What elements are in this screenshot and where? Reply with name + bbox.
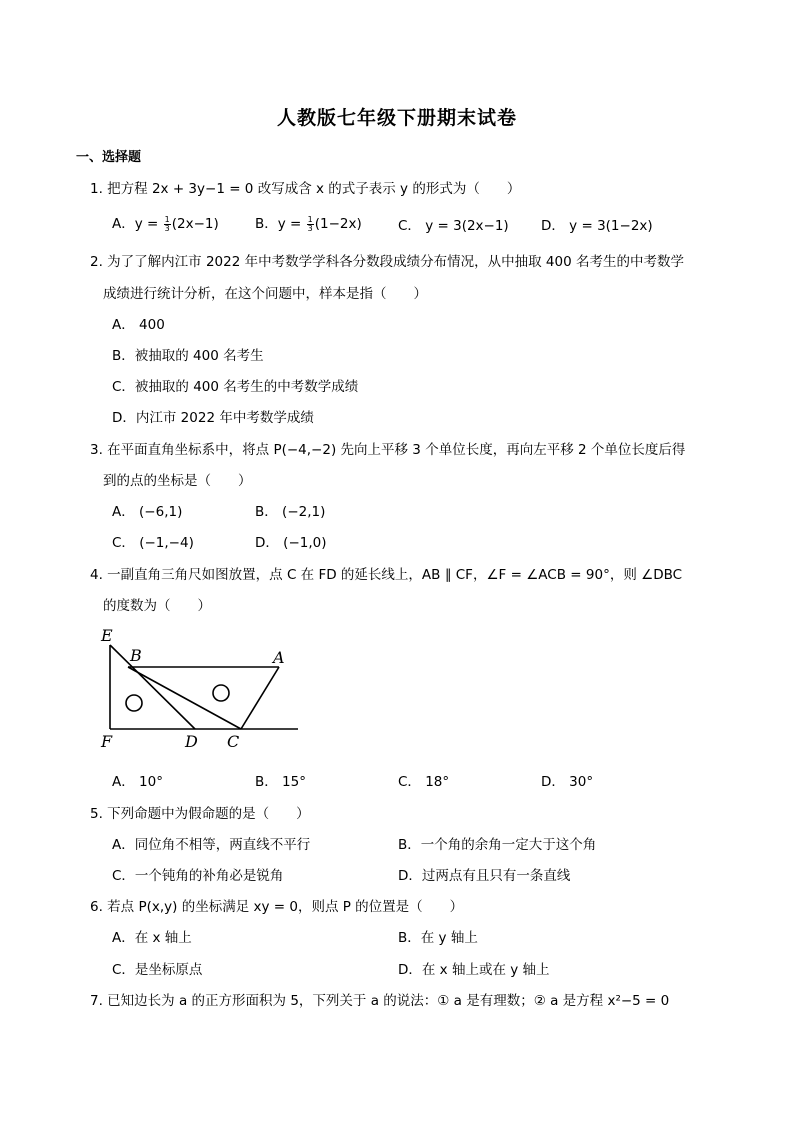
q1-option-a-lhs: y = xyxy=(134,216,163,232)
q1-option-b-rhs: (1−2x) xyxy=(314,216,362,232)
q1-option-b-lhs: y = xyxy=(277,216,306,232)
label-E: E xyxy=(101,626,113,645)
segment-ED xyxy=(110,645,195,729)
q2-option-b[interactable]: B．被抽取的 400 名考生 xyxy=(112,348,264,364)
label-F: F xyxy=(101,732,113,751)
q6-option-d[interactable]: D．在 x 轴上或在 y 轴上 xyxy=(398,962,550,978)
q1-option-b-numerator: 1 xyxy=(307,214,313,224)
q3-option-c[interactable]: C． (−1,−4) xyxy=(112,535,194,551)
label-D: D xyxy=(185,732,198,751)
q1-option-b-label: B． xyxy=(255,216,278,232)
q5-option-c[interactable]: C．一个钝角的补角必是锐角 xyxy=(112,868,284,884)
q1-option-c[interactable]: C． y = 3(2x−1) xyxy=(398,218,509,234)
q3-option-a[interactable]: A． (−6,1) xyxy=(112,504,183,520)
ruler-hole-left xyxy=(126,695,142,711)
q5-option-b[interactable]: B．一个角的余角一定大于这个角 xyxy=(398,837,597,853)
q1-option-a-denominator: 3 xyxy=(164,223,170,233)
label-B: B xyxy=(130,646,142,665)
q1-option-b-fraction xyxy=(307,216,314,233)
q1-option-b-denominator: 3 xyxy=(307,223,313,233)
label-A: A xyxy=(273,648,285,667)
q5-option-d[interactable]: D．过两点有且只有一条直线 xyxy=(398,868,571,884)
q4-option-c[interactable]: C． 18° xyxy=(398,774,450,790)
q1-option-d[interactable]: D． y = 3(1−2x) xyxy=(541,218,653,234)
question-6-stem: 6. 若点 P(x,y) 的坐标满足 xy = 0，则点 P 的位置是（ ） xyxy=(90,899,464,915)
question-2-stem-line2: 成绩进行统计分析，在这个问题中，样本是指（ ） xyxy=(103,286,427,302)
q2-option-d[interactable]: D．内江市 2022 年中考数学成绩 xyxy=(112,410,314,426)
q1-option-b[interactable] xyxy=(255,212,362,233)
q6-option-c[interactable]: C．是坐标原点 xyxy=(112,962,203,978)
q4-option-a[interactable]: A． 10° xyxy=(112,774,163,790)
section-heading: 一、选择题 xyxy=(76,150,142,165)
ruler-hole-right xyxy=(213,685,229,701)
q6-option-b[interactable]: B．在 y 轴上 xyxy=(398,930,478,946)
question-3-stem-line2: 到的点的坐标是（ ） xyxy=(103,473,252,489)
q1-option-a-rhs: (2x−1) xyxy=(171,216,219,232)
question-7-stem-line1: 7. 已知边长为 a 的正方形面积为 5，下列关于 a 的说法：① a 是有理数；② a 是方程 x²−5 = 0 xyxy=(90,993,670,1009)
q5-option-a[interactable]: A．同位角不相等，两直线不平行 xyxy=(112,837,311,853)
question-5-stem: 5. 下列命题中为假命题的是（ ） xyxy=(90,806,310,822)
q4-option-d[interactable]: D． 30° xyxy=(541,774,594,790)
q2-option-c[interactable]: C．被抽取的 400 名考生的中考数学成绩 xyxy=(112,379,359,395)
triangle-rulers-figure xyxy=(95,622,310,752)
question-4-stem-line1: 4. 一副直角三角尺如图放置，点 C 在 FD 的延长线上，AB ∥ CF，∠F = ∠ACB = 90°，则 ∠DBC xyxy=(90,567,683,583)
q1-option-a[interactable] xyxy=(112,212,219,233)
q1-option-a-numerator: 1 xyxy=(164,214,170,224)
q3-option-b[interactable]: B． (−2,1) xyxy=(255,504,326,520)
q2-option-a[interactable]: A． 400 xyxy=(112,317,165,333)
q3-option-d[interactable]: D． (−1,0) xyxy=(255,535,327,551)
q4-option-b[interactable]: B． 15° xyxy=(255,774,306,790)
question-4-stem-line2: 的度数为（ ） xyxy=(103,598,211,614)
page-title: 人教版七年级下册期末试卷 xyxy=(276,107,517,129)
q6-option-a[interactable]: A．在 x 轴上 xyxy=(112,930,192,946)
segment-AC xyxy=(241,667,279,729)
question-1-stem: 1. 把方程 2x + 3y−1 = 0 改写成含 x 的式子表示 y 的形式为（ ） xyxy=(90,181,521,197)
label-C: C xyxy=(227,732,240,751)
q1-option-a-fraction xyxy=(164,216,171,233)
q1-option-a-label: A． xyxy=(112,216,135,232)
question-2-stem-line1: 2. 为了了解内江市 2022 年中考数学学科各分数段成绩分布情况，从中抽取 400 名考生的中考数学 xyxy=(90,254,684,270)
question-3-stem-line1: 3. 在平面直角坐标系中，将点 P(−4,−2) 先向上平移 3 个单位长度，再向左平移 2 个单位长度后得 xyxy=(90,442,686,458)
